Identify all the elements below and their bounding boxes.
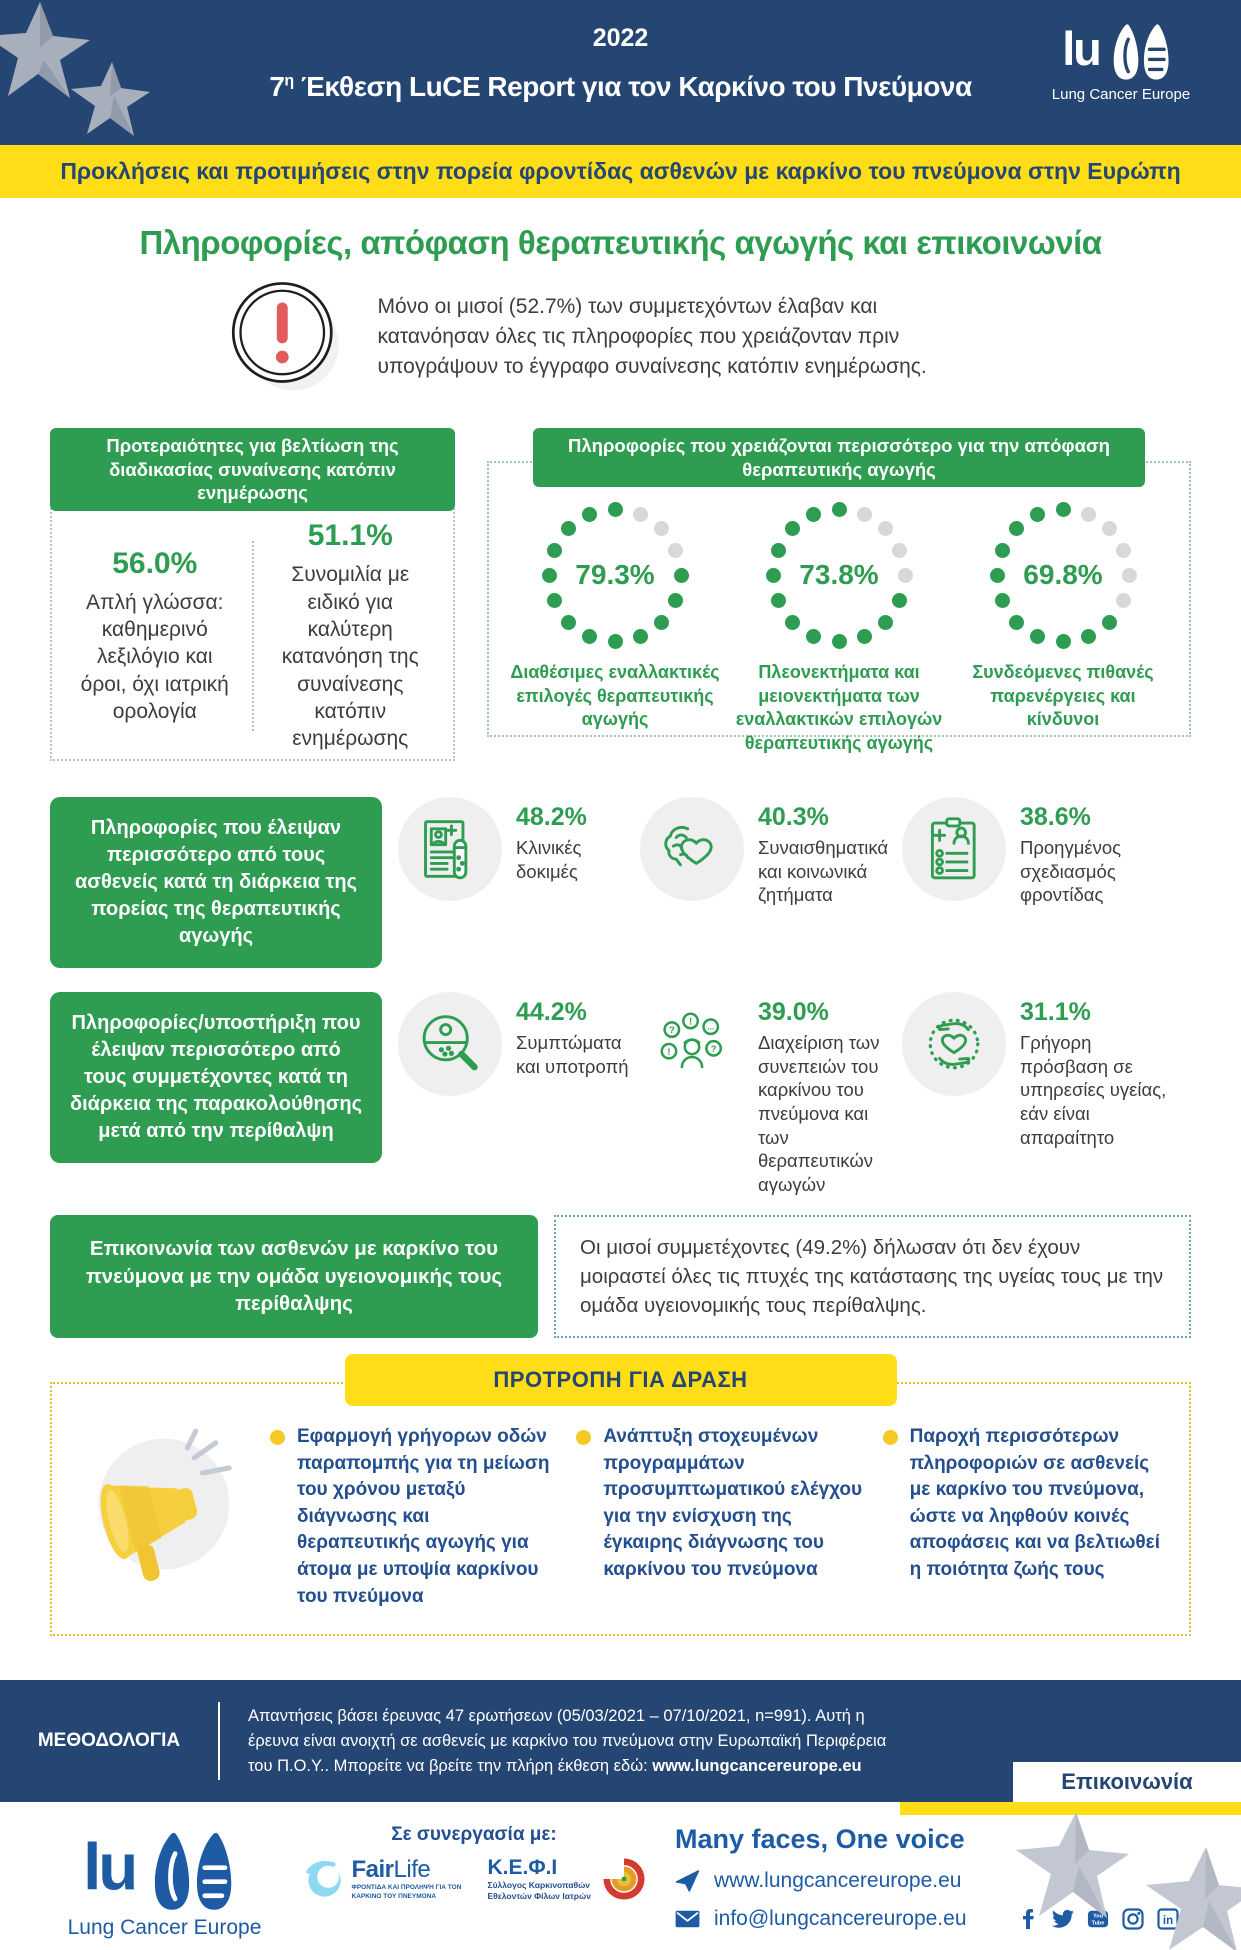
svg-text:in: in (1162, 1915, 1173, 1928)
stat-symptoms (398, 992, 640, 1197)
priorities-panel (50, 428, 455, 761)
dot-ring-label: Διαθέσιμες εναλλακτικές επιλογές θεραπευτικής αγωγής (510, 662, 720, 730)
fairlife-swirl-icon (304, 1856, 348, 1902)
cta-text: Παροχή περισσότερων πληροφοριών σε ασθενείς με καρκίνο του πνεύμονα, ώστε να ληφθούν κοινές αποφάσεις και να βελτιωθεί η ποιότητα ζωής τους (909, 1426, 1160, 1581)
luce-logo-footer (62, 1824, 267, 1950)
stat-label: Συναισθηματικά και κοινωνικά ζητήματα (758, 837, 889, 906)
ring-dot (1030, 629, 1045, 644)
ring-dot (990, 568, 1005, 583)
ring-dot (995, 543, 1010, 558)
cta-text: Ανάπτυξη στοχευμένων προγραμμάτων προσυμπτωματικού ελέγχου για την ενίσχυση της έγκαιρης διάγνωσης του καρκίνου του πνεύμονα (603, 1426, 863, 1581)
ring-dot (542, 568, 557, 583)
ring-dot (1056, 634, 1071, 649)
megaphone-icon (70, 1424, 250, 1589)
partnership-block (319, 1824, 629, 1950)
stat-label: Διαχείριση των συνεπειών του καρκίνου του πνεύμονα και των θεραπευτικών αγωγών (758, 1032, 880, 1196)
dot-ring-value: 69.8% (1023, 559, 1103, 591)
ring-dot (1030, 507, 1045, 522)
svg-text:!: ! (688, 1016, 693, 1027)
ring-dot (547, 593, 562, 608)
svg-text:You: You (1092, 1913, 1103, 1920)
ring-dot (1116, 543, 1131, 558)
luce-logo (1041, 18, 1201, 103)
dot-ring (765, 501, 913, 649)
ring-dot (633, 629, 648, 644)
report-year: 2022 (592, 24, 649, 52)
divider (218, 1702, 220, 1780)
ring-dot (608, 502, 623, 517)
icon-bubble (398, 992, 502, 1096)
star-decoration (0, 0, 200, 145)
footer-website-link[interactable]: www.lungcancereurope.eu (714, 1869, 962, 1893)
ring-dot (771, 593, 786, 608)
ring-dot (771, 543, 786, 558)
methodology-text (248, 1704, 908, 1778)
missing-info-section (50, 797, 1191, 1197)
fairlife-name: FairLife (351, 1856, 431, 1884)
priorities-header: Προτεραιότητες για βελτίωση της διαδικασίας συναίνεσης κατόπιν ενημέρωσης (50, 428, 455, 511)
priority-item (58, 547, 252, 725)
contact-label: Επικοινωνία (1013, 1762, 1241, 1802)
dot-ring (541, 501, 689, 649)
cta-item (270, 1424, 556, 1610)
dot-ring-label: Πλεονεκτήματα και μειονεκτήματα των εναλλακτικών επιλογών θεραπευτικής αγωγής (735, 662, 943, 753)
svg-text:?: ? (710, 1043, 717, 1054)
emotional-social-icon (656, 813, 728, 885)
luce-footer-subtext: Lung Cancer Europe (67, 1916, 262, 1940)
missing-info-box-patients: Πληροφορίες που έλειψαν περισσότερο από τους ασθενείς κατά τη διάρκεια της πορείας της θεραπευτικής αγωγής (50, 797, 382, 968)
info-needed-body (487, 461, 1191, 753)
cta-item (883, 1424, 1169, 1584)
ring-dot (1081, 629, 1096, 644)
ring-dot (857, 507, 872, 522)
dot-ring-value: 79.3% (575, 559, 655, 591)
cta-item (576, 1424, 862, 1584)
ring-dot (1056, 502, 1071, 517)
ring-dot (785, 615, 800, 630)
subtitle-banner: Προκλήσεις και προτιμήσεις στην πορεία φροντίδας ασθενών με καρκίνο του πνεύμονα στην Ευρώπη (0, 145, 1241, 198)
svg-text:Tube: Tube (1091, 1920, 1104, 1927)
methodology-text-body: Απαντήσεις βάσει έρευνας 47 ερωτήσεων (05/03/2021 – 07/10/2021, n=991). Αυτή η έρευνα είναι ανοιχτή σε ασθενείς με καρκίνο του πνεύμονα στην Ευρωπαϊκή Περιφέρεια του Π.Ο.Υ.. Μπορείτε να βρείτε την πλήρη έκθεση εδώ: (248, 1707, 887, 1775)
dot-ring (989, 501, 1137, 649)
stat-value: 31.1% (1020, 998, 1091, 1027)
alert-row (226, 278, 1016, 396)
missing-info-box-followup: Πληροφορίες/υποστήριξη που έλειψαν περισσότερο από τους συμμετέχοντες κατά τη διάρκεια της παρακολούθησης μετά από την περίθαλψη (50, 992, 382, 1163)
ring-dot (892, 543, 907, 558)
ring-dot (806, 507, 821, 522)
icon-bubble (640, 797, 744, 901)
paper-plane-icon (675, 1870, 700, 1892)
priority-item (254, 519, 448, 752)
ring-dot (561, 521, 576, 536)
dot-ring-value: 73.8% (799, 559, 879, 591)
kefi-logo (488, 1856, 645, 1902)
communication-section (50, 1215, 1191, 1338)
stat-care-planning (902, 797, 1191, 968)
communication-header: Επικοινωνία των ασθενών με καρκίνο του πνεύμονα με την ομάδα υγειονομικής τους περίθαλψης (50, 1215, 538, 1338)
page-title: Πληροφορίες, απόφαση θεραπευτικής αγωγής και επικοινωνία (139, 224, 1102, 261)
star-decoration (991, 1802, 1241, 1950)
ring-dot (1122, 568, 1137, 583)
priorities-body (50, 485, 455, 761)
priority-value: 56.0% (112, 546, 198, 580)
partnership-label: Σε συνεργασία με: (391, 1824, 557, 1846)
bullet-icon (576, 1430, 591, 1445)
ring-dot (654, 615, 669, 630)
stat-label: Προηγμένος σχεδιασμός φροντίδας (1020, 837, 1122, 906)
dot-circle-stat (952, 501, 1174, 730)
ring-dot (1081, 507, 1096, 522)
svg-text:...: ... (707, 1022, 715, 1032)
clinical-trials-icon (414, 813, 486, 885)
kefi-name: Κ.Ε.Φ.Ι (487, 1856, 558, 1880)
cta-text: Εφαρμογή γρήγορων οδών παραπομπής για τη μείωση του χρόνου μεταξύ διάγνωσης και θεραπευτικής αγωγής για άτομα με υποψία καρκίνου του πνεύμονα (297, 1426, 550, 1607)
svg-text:!: ! (667, 1046, 671, 1057)
stat-label: Κλινικές δοκιμές (516, 837, 582, 882)
methodology-link[interactable]: www.lungcancereurope.eu (652, 1756, 862, 1775)
stat-value: 38.6% (1020, 803, 1091, 832)
envelope-icon (675, 1908, 700, 1930)
stat-clinical-trials (398, 797, 640, 968)
stat-label: Γρήγορη πρόσβαση σε υπηρεσίες υγείας, εάν είναι απαραίτητο (1020, 1032, 1167, 1148)
ring-dot (1102, 615, 1117, 630)
stat-value: 44.2% (516, 998, 587, 1027)
ring-dot (561, 615, 576, 630)
symptoms-relapse-icon (414, 1008, 486, 1080)
ring-dot (766, 568, 781, 583)
dot-circle-stat (504, 501, 726, 730)
ring-dot (582, 629, 597, 644)
kefi-spiral-icon (603, 1856, 645, 1902)
icon-bubble (902, 992, 1006, 1096)
ring-dot (608, 634, 623, 649)
icon-bubble (640, 992, 744, 1096)
ring-dot (547, 543, 562, 558)
svg-text:?: ? (668, 1025, 675, 1036)
footer-email-link[interactable]: info@lungcancereurope.eu (714, 1907, 967, 1931)
stat-quick-access (902, 992, 1191, 1197)
report-title: $7^\eta$ Έκθεση LuCE Report για τον Καρκίνο του Πνεύμονα (269, 71, 972, 102)
stat-label: Συμπτώματα και υποτροπή (516, 1032, 629, 1077)
stat-emotional-social (640, 797, 902, 968)
ring-dot (785, 521, 800, 536)
ring-dot (857, 629, 872, 644)
top-panels (0, 428, 1241, 761)
fairlife-logo (304, 1856, 472, 1902)
call-to-action-box (50, 1382, 1191, 1636)
ring-dot (995, 593, 1010, 608)
footer-slogan: Many faces, One voice (675, 1824, 965, 1855)
stat-value: 40.3% (758, 803, 829, 832)
svg-text:lu: lu (82, 1830, 135, 1904)
call-to-action-header: ΠΡΟΤΡΟΠΗ ΓΙΑ ΔΡΑΣΗ (345, 1354, 897, 1406)
dot-circle-stat (728, 501, 950, 753)
report-header (0, 0, 1241, 145)
svg-text:lu: lu (1062, 21, 1100, 75)
ring-dot (633, 507, 648, 522)
ring-dot (1009, 521, 1024, 536)
info-needed-panel (487, 428, 1191, 761)
quick-access-icon (918, 1008, 990, 1080)
kefi-subtext: Σύλλογος Καρκινοπαθών Εθελοντών Φίλων Ιατρών (487, 1880, 591, 1902)
ring-dot (582, 507, 597, 522)
communication-note (554, 1215, 1191, 1338)
care-planning-icon (918, 813, 990, 885)
stat-value: 48.2% (516, 803, 587, 832)
ring-dot (832, 502, 847, 517)
ring-dot (668, 543, 683, 558)
ring-dot (674, 568, 689, 583)
ring-dot (898, 568, 913, 583)
ring-dot (1009, 615, 1024, 630)
methodology-label: ΜΕΘΟΔΟΛΟΓΙΑ (37, 1730, 181, 1752)
methodology-bar (0, 1680, 1241, 1802)
page-footer (0, 1802, 1241, 1950)
luce-logo-subtext: Lung Cancer Europe (1051, 86, 1191, 103)
fairlife-subtext: ΦΡΟΝΤΙΔΑ ΚΑΙ ΠΡΟΛΗΨΗ ΓΙΑ ΤΟΝ ΚΑΡΚΙΝΟ ΤΟΥ ΠΝΕΥΜΟΝΑ (351, 1884, 462, 1900)
communication-note-text: Οι μισοί συμμετέχοντες (49.2%) δήλωσαν ότι δεν έχουν μοιραστεί όλες τις πτυχές της κατάστασης της υγείας τους με την ομάδα υγειονομικής τους περίθαλψης. (580, 1235, 1164, 1317)
priority-label: Συνομιλία με ειδικό για καλύτερη κατανόηση της συναίνεσης κατόπιν ενημέρωσης (281, 563, 419, 751)
ring-dot (806, 629, 821, 644)
icon-bubble (398, 797, 502, 901)
consequences-icon (656, 1008, 728, 1080)
info-needed-header: Πληροφορίες που χρειάζονται περισσότερο για την απόφαση θεραπευτικής αγωγής (533, 428, 1145, 487)
dot-ring-label: Συνδεόμενες πιθανές παρενέργειες και κίνδυνοι (972, 662, 1154, 730)
alert-icon (226, 278, 344, 396)
alert-text: Μόνο οι μισοί (52.7%) των συμμετεχόντων έλαβαν και κατανόησαν όλες τις πληροφορίες που χρειάζονταν πριν υπογράψουν το έγγραφο συναίνεσης κατόπιν ενημέρωσης. (377, 295, 927, 378)
bullet-icon (270, 1430, 285, 1445)
bullet-icon (883, 1430, 898, 1445)
icon-bubble (902, 797, 1006, 901)
ring-dot (878, 615, 893, 630)
stat-value: 39.0% (758, 998, 829, 1027)
priority-label: Απλή γλώσσα: καθημερινό λεξιλόγιο και όροι, όχι ιατρική ορολογία (80, 590, 229, 723)
stat-consequences (640, 992, 902, 1197)
priority-value: 51.1% (307, 519, 393, 553)
ring-dot (832, 634, 847, 649)
